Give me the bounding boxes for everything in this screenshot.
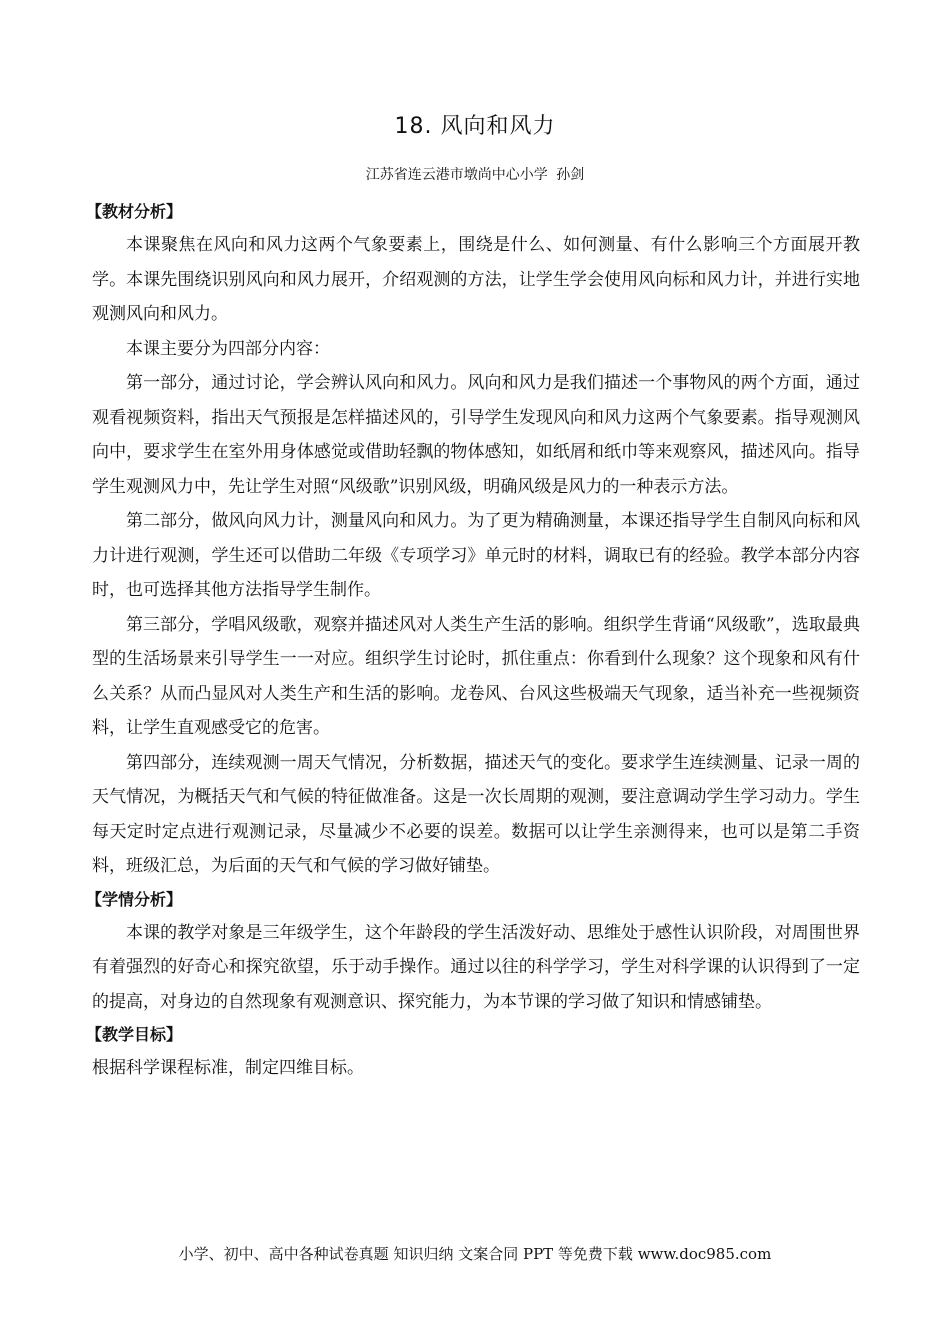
analysis-paragraph-2: 本课主要分为四部分内容： bbox=[126, 338, 330, 359]
analysis-paragraph-6: 第四部分，连续观测一周天气情况，分析数据，描述天气的变化。要求学生连续测量、记录一周的天气情况，为概括天气和气候的特征做准备。这是一次长周期的观测，要注意调动学生学习动力。学生每天定时定点进行观测记录，尽量减少不必要的误差。数据可以让学生亲测得来，也可以是第二手资料，班级汇总，为后面的天气和气候的学习做好铺垫。 bbox=[92, 752, 860, 876]
author-line: 江苏省连云港市墩尚中心小学 孙剑 bbox=[365, 167, 585, 183]
learners-paragraph-1: 本课的教学对象是三年级学生，这个年龄段的学生活泼好动、思维处于感性认识阶段，对周围世界有着强烈的好奇心和探究欲望，乐于动手操作。通过以往的科学学习，学生对科学课的认识得到了一定的提高，对身边的自然现象有观测意识、探究能力，为本节课的学习做了知识和情感铺垫。 bbox=[92, 922, 860, 1012]
document-body bbox=[86, 196, 860, 1086]
analysis-paragraph-4: 第二部分，做风向风力计，测量风向和风力。为了更为精确测量，本课还指导学生自制风向标和风力计进行观测，学生还可以借助二年级《专项学习》单元时的材料，调取已有的经验。教学本部分内容时，也可选择其他方法指导学生制作。 bbox=[92, 511, 860, 600]
section-heading-analysis: 【教材分析】 bbox=[86, 202, 183, 221]
analysis-paragraph-3: 第一部分，通过讨论，学会辨认风向和风力。风向和风力是我们描述一个事物风的两个方面，通过观看视频资料，指出天气预报是怎样描述风的，引导学生发现风向和风力这两个气象要素。指导观测风向中，要求学生在室外用身体感觉或借助轻飘的物体感知，如纸屑和纸巾等来观察风，描述风向。指导学生观测风力中，先让学生对照“风级歌”识别风级，明确风级是风力的一种表示方法。 bbox=[92, 373, 860, 497]
page-title: 18. 风向和风力 bbox=[394, 114, 556, 139]
page-footer: 小学、初中、高中各种试卷真题 知识归纳 文案合同 PPT 等免费下载 www.doc985.com bbox=[178, 1245, 772, 1263]
section-heading-learners: 【学情分析】 bbox=[86, 889, 183, 909]
section-heading-goals: 【教学目标】 bbox=[86, 1025, 183, 1044]
goals-text: 根据科学课程标准，制定四维目标。 bbox=[92, 1058, 364, 1078]
analysis-paragraph-1: 本课聚焦在风向和风力这两个气象要素上，围绕是什么、如何测量、有什么影响三个方面展开教学。本课先围绕识别风向和风力展开，介绍观测的方法，让学生学会使用风向标和风力计，并进行实地观测风向和风力。 bbox=[92, 235, 860, 324]
analysis-paragraph-5: 第三部分，学唱风级歌，观察并描述风对人类生产生活的影响。组织学生背诵“风级歌”，选取最典型的生活场景来引导学生一一对应。组织学生讨论时，抓住重点：你看到什么现象？这个现象和风有什么关系？从而凸显风对人类生产和生活的影响。龙卷风、台风这些极端天气现象，适当补充一些视频资料，让学生直观感受它的危害。 bbox=[92, 614, 860, 738]
